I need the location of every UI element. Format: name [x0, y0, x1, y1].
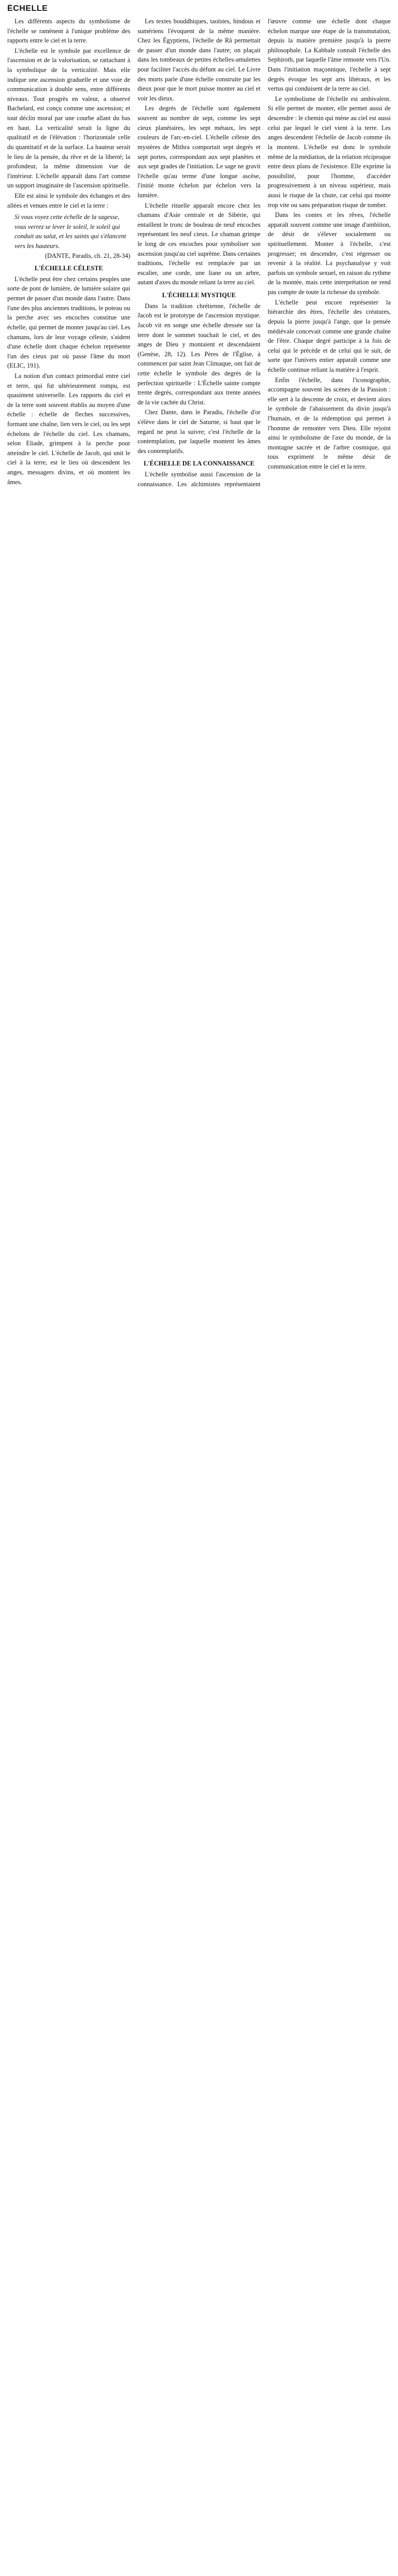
paragraph: Les différents aspects du symbolisme de l'échelle se ramènent à l'unique problème des rapports entre le ciel et la terre.: [7, 18, 131, 45]
paragraph: Le symbolisme de l'échelle est ambivalent. Si elle permet de monter, elle permet aussi de descendre : le chemin qui mène au ciel est aussi celui par lequel le ciel vient à la terre. Les anges descendent l'échelle de Jacob comme ils la montent. L'échelle est donc le symbole même de la médiation, de la relation réciproque entre deux plans de l'existence. Elle exprime la possibilité, pour l'homme, d'accéder progressivement à un niveau supérieur, mais aussi le risque de la chute, car celui qui monte trop vite ou sans préparation risque de tomber.: [267, 95, 391, 209]
paragraph: Les textes bouddhiques, taoïstes, hindous et sumériens l'évoquent de la même manière. Chez les Égyptiens, l'échelle de Râ permettait de passer d'un monde dans l'autre; on plaçait dans les tombeaux de petites échelles-amulettes pour faciliter l'accès du défunt au ciel. Le Livre des morts parle d'une échelle construite par les dieux pour que le mort puisse monter au ciel et voir les dieux.: [137, 18, 261, 102]
paragraph: L'échelle peut être chez certains peuples une sorte de pont de lumière, de lumière solaire qui permet de passer d'un monde dans l'autre. Dans l'une des plus anciennes traditions, le poteau ou la perche avec ses encoches constitue une échelle, qui permet de monter jusqu'au ciel. Les chamans, lors de leur voyage céleste, s'aident d'une échelle dont chaque échelon représente l'un des cieux par où passe l'âme du mort (ELIC, 191).: [7, 275, 131, 370]
paragraph: L'échelle est le symbole par excellence de l'ascension et de la valorisation, se rattachant à la symbolique de la verticalité. Mais elle indique une ascension graduelle et une voie de communication à double sens, entre différents niveaux. Tout progrès en valeur, a observé Bachelard, est conçu comme une ascension; et tout déclin moral par une courbe allant du bas en haut. La verticalité serait la ligne du qualitatif et de l'élévation : l'horizontale celle du quantitatif et de la surface. La hauteur serait le lieu de la pensée, du rêve et de la liberté; la profondeur, la même dimension vue de l'intérieur. L'échelle apparaît dans l'art comme un support imaginaire de l'ascension spirituelle.: [7, 47, 131, 190]
quote-block: [15, 212, 130, 260]
paragraph: Chez Dante, dans le Paradis, l'échelle d'or s'élève dans le ciel de Saturne, si haut que le regard ne peut la suivre; c'est l'échelle de la contemplation, par laquelle montent les âmes des contemplatifs.: [137, 409, 261, 455]
section-title: L'ÉCHELLE CÉLESTE: [34, 265, 103, 272]
entry-headword: ÉCHELLE: [7, 4, 48, 13]
entry-body-columns: [7, 17, 391, 489]
quote-text: Si vous voyez cette échelle de la sagesse, vous verrez se lever le soleil, le soleil qui conduit au salut, et les saints qui s'élancent vers les hauteurs.: [15, 213, 126, 250]
paragraph: La notion d'un contact primordial entre ciel et terre, qui fut ultérieurement rompu, est quasiment universelle. Les rapports du ciel et de la terre sont souvent établis au moyen d'une échelle : échelle de fleches successives, formant une chaîne, lien vers le ciel, ou les sept échelons de l'échelle du ciel. Les chamans, selon Eliade, grimpent à la perche pour atteindre le ciel. L'échelle de Jacob, qui unit le ciel à la terre, est le lieu où descendent les anges, messagers divins, et où montent les âmes.: [7, 372, 131, 486]
paragraph: Enfin l'échelle, dans l'iconographie, accompagne souvent les scènes de la Passion : elle sert à la descente de croix, et devient alors le symbole de l'abaissement du divin jusqu'à l'humain, et de la rédemption qui permet à l'homme de remonter vers Dieu. Elle rejoint ainsi le symbolisme de l'axe du monde, de la montagne sacrée et de l'arbre cosmique, qui tous expriment le même désir de communication entre le ciel et la terre.: [267, 376, 391, 471]
paragraph: Elle est ainsi le symbole des échanges et des allées et venues entre le ciel et la terre :: [7, 192, 131, 209]
section-title: L'ÉCHELLE MYSTIQUE: [162, 292, 236, 299]
section-title: L'ÉCHELLE DE LA CONNAISSANCE: [144, 460, 254, 468]
paragraph: Dans les contes et les rêves, l'échelle apparaît souvent comme une image d'ambition, de désir de s'élever socialement ou spirituellement. Monter à l'échelle, c'est progresser; en descendre, c'est régresser ou revenir à la réalité. La psychanalyse y voit parfois un symbole sexuel, en raison du rythme de la montée, mais cette interprétation ne rend pas compte de toute la richesse du symbole.: [267, 211, 391, 296]
paragraph: Dans la tradition chrétienne, l'échelle de Jacob est le prototype de l'ascension mystique. Jacob vit en songe une échelle dressée sur la terre dont le sommet touchait le ciel, et des anges de Dieu y montaient et descendaient (Genèse, 28, 12). Les Pères de l'Église, à commencer par saint Jean Climaque, ont fait de cette échelle le symbole des degrés de la perfection spirituelle : L'Échelle sainte compte trente degrés, correspondant aux trente années de la vie cachée du Christ.: [137, 302, 261, 406]
paragraph: L'échelle peut encore représenter la hiérarchie des êtres, l'échelle des créatures, depuis la pierre jusqu'à l'ange, que la pensée médiévale concevait comme une grande chaîne de l'être. Chaque degré participe à la fois de celui qui le précède et de celui qui le suit, de sorte que l'univers entier apparaît comme une échelle continue reliant la matière à l'esprit.: [267, 298, 391, 373]
dictionary-page: [7, 4, 391, 2570]
quote-citation: (DANTE, Paradis, ch. 21, 28-34): [45, 252, 131, 259]
paragraph: L'échelle symbolise aussi l'ascension de la connaissance. Les alchimistes représentaient l'œuvre comme une échelle dont chaque échelon marque une étape de la transmutation, depuis la matière première jusqu'à la pierre philosophale. La Kabbale connaît l'échelle des Sephiroth, par laquelle l'âme remonte vers l'Un. Dans l'initiation maçonnique, l'échelle à sept degrés évoque les sept arts libéraux, et les vertus qui conduisent de la terre au ciel.: [137, 18, 391, 488]
paragraph: L'échelle rituelle apparaît encore chez les chamans d'Asie centrale et de Sibérie, qui entaillent le tronc de bouleau de neuf encoches représentant les neuf cieux. Le chaman grimpe le long de ces encoches pour symboliser son ascension jusqu'au ciel suprême. Dans certaines traditions, l'échelle est remplacée par un escalier, une corde, une liane ou un arbre, autant d'axes du monde reliant la terre au ciel.: [137, 201, 261, 286]
paragraph: Les degrés de l'échelle sont également souvent au nombre de sept, comme les sept cieux planétaires, les sept métaux, les sept couleurs de l'arc-en-ciel. L'échelle céleste des mystères de Mithra comportait sept degrés et sept portes, correspondant aux sept planètes et aux sept grades de l'initiation. Le sage ne gravit l'échelle qu'au terme d'une longue ascèse, l'initié monte échelon par échelon vers la lumière.: [137, 105, 261, 199]
